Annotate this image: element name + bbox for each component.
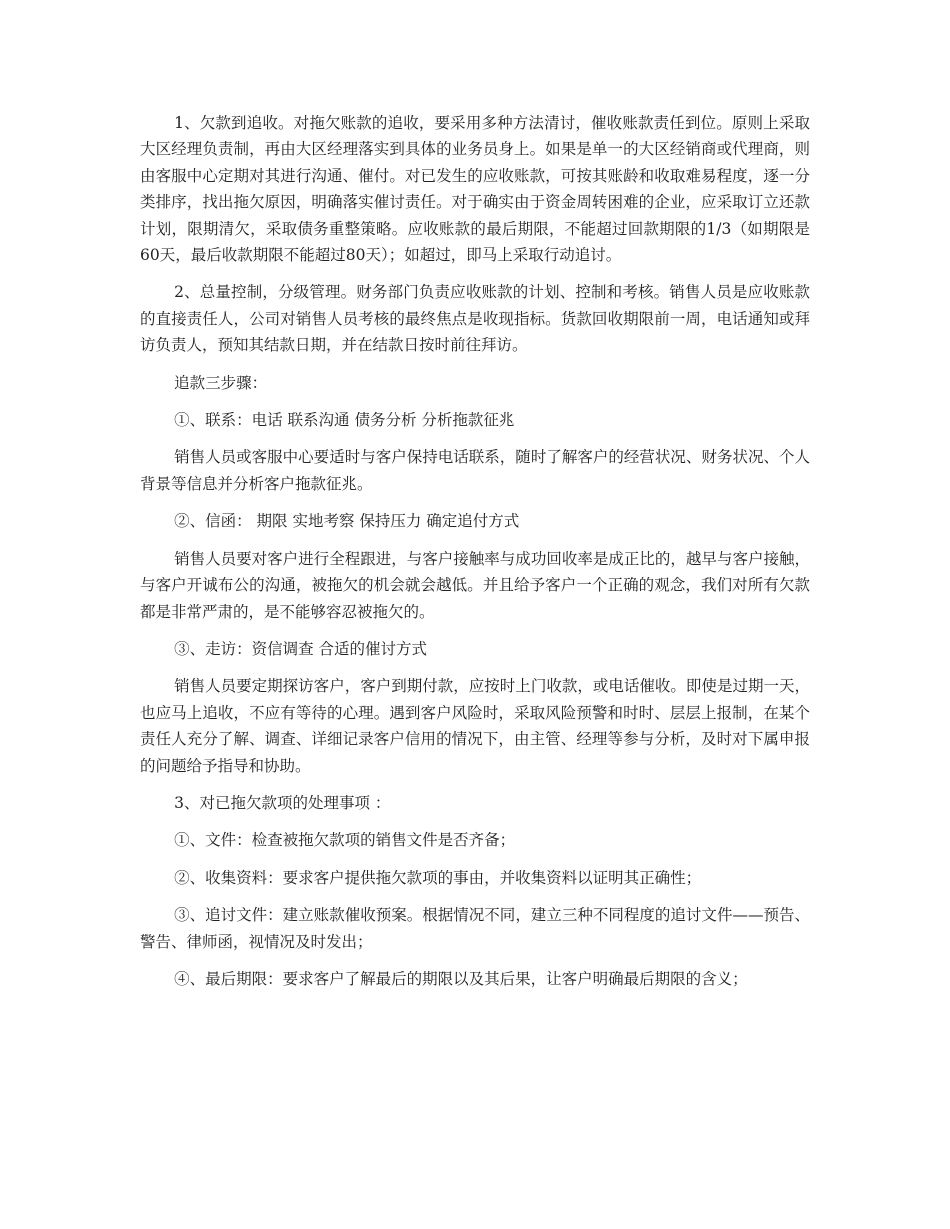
paragraph-step-visit: ③、走访：资信调查 合适的催讨方式 [174,639,428,658]
paragraph-overdue-collection: 1、欠款到追收。对拖欠账款的追收，要采用多种方法清讨，催收账款责任到位。原则上采取大区经理负责制，再由大区经理落实到具体的业务员身上。如果是单一的大区经销商或代理商，则由客服中心定期对其进行沟通、催付。对已发生的应收账款，可按其账龄和收取难易程度，逐一分类排序，找出拖欠原因，明确落实催讨责任。对于确实由于资金周转困难的企业，应采取订立还款计划，限期清欠，采取债务重整策略。应收账款的最后期限，不能超过回款期限的1/3（如期限是60天，最后收款期限不能超过80天）；如超过，即马上采取行动追讨。 [140,114,810,265]
document-body [140,110,810,1003]
paragraph-three-steps-heading: 追款三步骤： [174,373,268,392]
paragraph-item-final-deadline: ④、最后期限：要求客户了解最后的期限以及其后果，让客户明确最后期限的含义； [174,969,748,988]
paragraph-item-collect-info: ②、收集资料：要求客户提供拖欠款项的事由，并收集资料以证明其正确性； [174,868,702,887]
paragraph-letter-detail: 销售人员要对客户进行全程跟进，与客户接触率与成功回收率是成正比的，越早与客户接触，与客户开诚布公的沟通，被拖欠的机会就会越低。并且给予客户一个正确的观念，我们对所有欠款都是非常严肃的，是不能够容忍被拖欠的。 [140,549,810,621]
paragraph-item-recovery-documents: ③、追讨文件：建立账款催收预案。根据情况不同，建立三种不同程度的追讨文件——预告、警告、律师函，视情况及时发出； [140,906,810,951]
paragraph-item-documents: ①、文件：检查被拖欠款项的销售文件是否齐备； [174,831,516,850]
paragraph-handling-heading: 3、对已拖欠款项的处理事项 ： [174,793,391,812]
paragraph-visit-detail: 销售人员要定期探访客户，客户到期付款，应按时上门收款，或电话催收。即使是过期一天，也应马上追收，不应有等待的心理。遇到客户风险时，采取风险预警和时时、层层上报制，在某个责任人充分了解、调查、详细记录客户信用的情况下，由主管、经理等参与分析，及时对下属申报的问题给予指导和协助。 [140,677,810,775]
paragraph-total-control: 2、总量控制，分级管理。财务部门负责应收账款的计划、控制和考核。销售人员是应收账款的直接责任人，公司对销售人员考核的最终焦点是收现指标。货款回收期限前一周，电话通知或拜访负责人，预知其结款日期，并在结款日按时前往拜访。 [140,283,810,355]
paragraph-contact-detail: 销售人员或客服中心要适时与客户保持电话联系，随时了解客户的经营状况、财务状况、个人背景等信息并分析客户拖款征兆。 [140,448,810,493]
paragraph-step-contact: ①、联系：电话 联系沟通 债务分析 分析拖款征兆 [174,411,515,430]
paragraph-step-letter: ②、信函： 期限 实地考察 保持压力 确定追付方式 [174,512,520,531]
